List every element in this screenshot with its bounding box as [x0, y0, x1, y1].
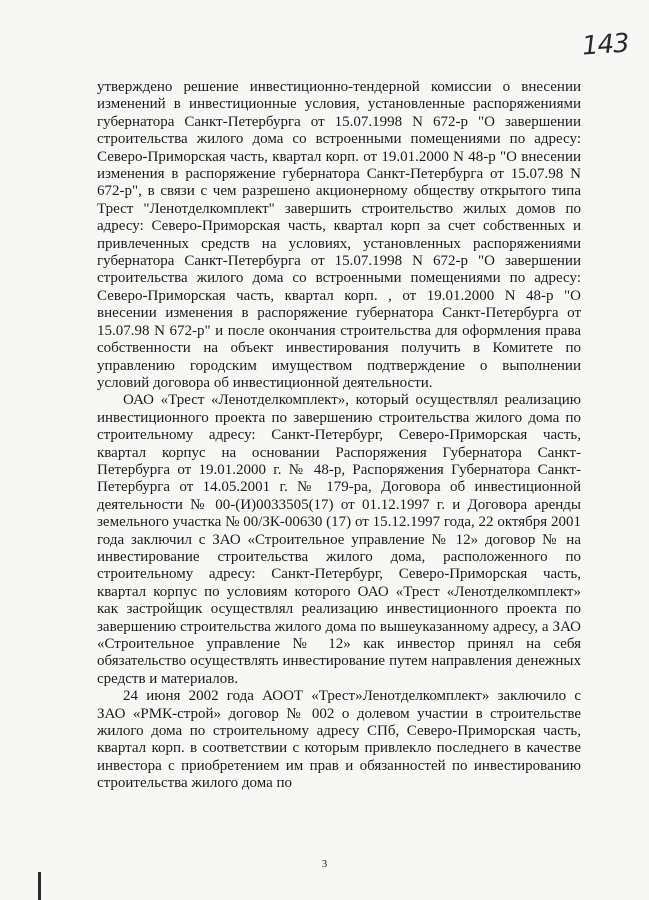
document-body	[97, 79, 581, 793]
binding-mark	[38, 872, 41, 900]
paragraph-3: 24 июня 2002 года АООТ «Трест»Ленотделкомплект» заключило с ЗАО «РМК-строй» договор № 002 о долевом участии в строительстве жилого дома по строительному адресу СПб, Северо-Приморская часть, квартал корп. в соответствии с которым привлекло последнего в качестве инвестора с приобретением им прав и обязанностей по инвестированию строительства жилого дома по	[97, 688, 581, 792]
handwritten-page-stamp: 143	[581, 28, 630, 62]
page-number: 3	[321, 858, 328, 870]
paragraph-1: утверждено решение инвестиционно-тендерной комиссии о внесении изменений в инвестиционные условия, установленные распоряжениями губернатора Санкт-Петербурга от 15.07.1998 N 672-р "О завершении строительства жилого дома со встроенными помещениями по адресу: Северо-Приморская часть, квартал корп. от 19.01.2000 N 48-р "О внесении изменения в распоряжение губернатора Санкт-Петербурга от 15.07.98 N 672-р", в связи с чем разрешено акционерному обществу открытого типа Трест "Ленотделкомплект" завершить строительство жилых домов по адресу: Северо-Приморская часть, квартал корп за счет собственных и привлеченных средств на условиях, установленных распоряжениями губернатора Санкт-Петербурга от 15.07.1998 N 672-р "О завершении строительства жилого дома со встроенными помещениями по адресу: Северо-Приморская часть, квартал корп. , от 19.01.2000 N 48-р "О внесении изменения в распоряжение губернатора Санкт-Петербурга от 15.07.98 N 672-р" и после окончания строительства для оформления права собственности на объект инвестирования получить в Комитете по управлению городским имуществом подтверждение о выполнении условий договора об инвестиционной деятельности.	[97, 79, 581, 391]
paragraph-2: ОАО «Трест «Ленотделкомплект», который осуществлял реализацию инвестиционного проекта по завершению строительства жилого дома по строительному адресу: Санкт-Петербург, Северо-Приморская часть, квартал корпус на основании Распоряжения Губернатора Санкт-Петербурга от 19.01.2000 г. № 48-р, Распоряжения Губернатора Санкт-Петербурга от 14.05.2001 г. № 179-ра, Договора об инвестиционной деятельности № 00-(И)0033505(17) от 01.12.1997 г. и Договора аренды земельного участка № 00/ЗК-00630 (17) от 15.12.1997 года, 22 октября 2001 года заключил с ЗАО «Строительное управление № 12» договор № на инвестирование строительства жилого дома, расположенного по строительному адресу: Санкт-Петербург, Северо-Приморская часть, квартал корпус по условиям которого ОАО «Трест «Ленотделкомплект» как застройщик осуществлял реализацию инвестиционного проекта по завершению строительства жилого дома по вышеуказанному адресу, а ЗАО «Строительное управление № 12» как инвестор принял на себя обязательство осуществлять инвестирование путем направления денежных средств и материалов.	[97, 392, 581, 687]
